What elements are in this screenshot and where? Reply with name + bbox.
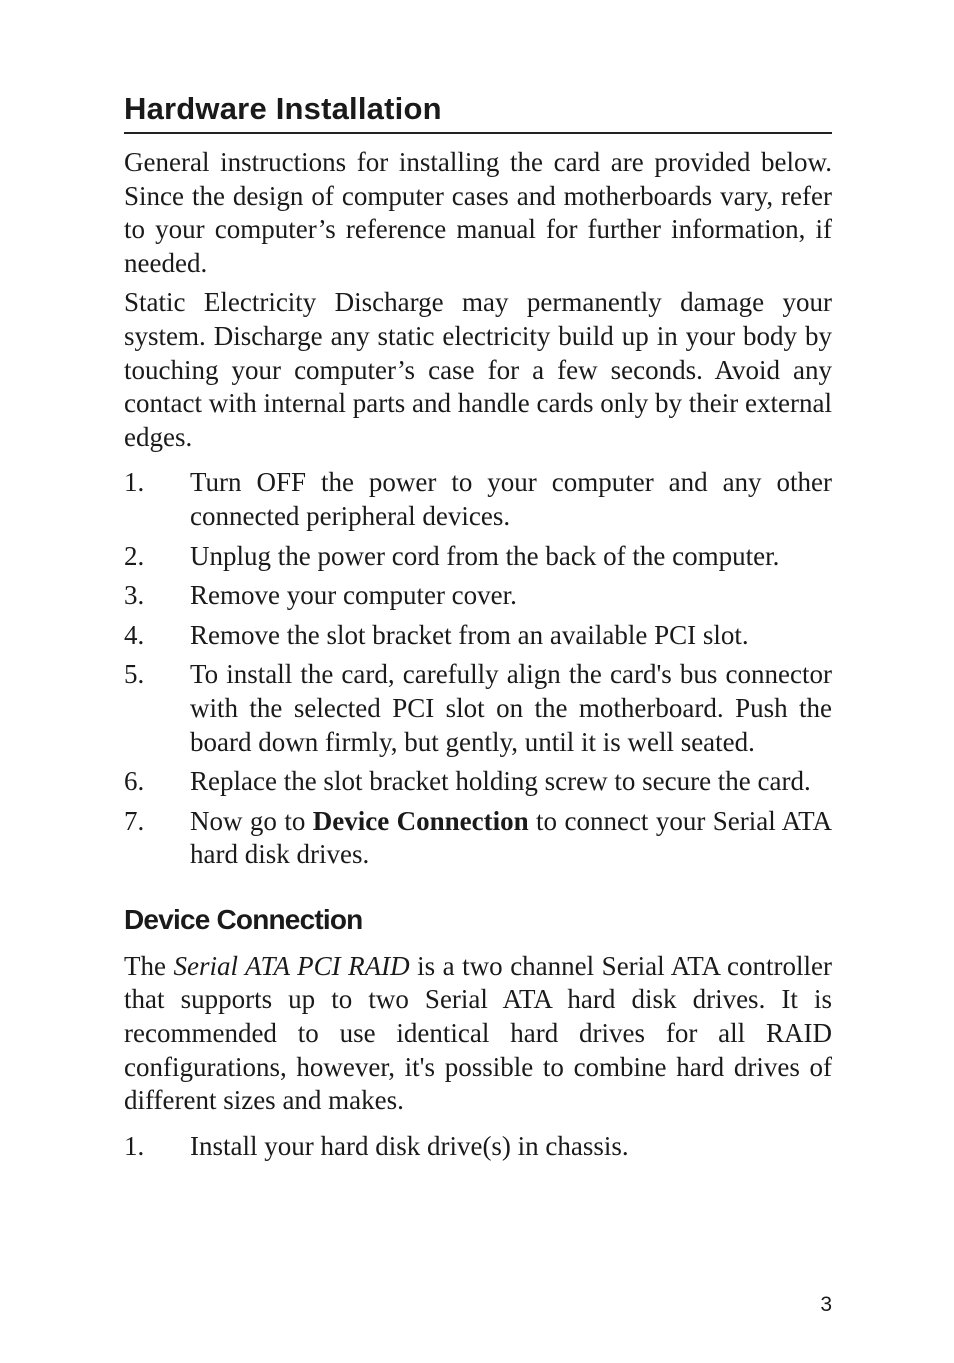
list-item bbox=[124, 466, 832, 533]
page-number: 3 bbox=[820, 1293, 832, 1316]
step-text-pre: Now go to bbox=[190, 805, 313, 836]
step-text-post: to connect your Serial ATA hard disk drives. bbox=[190, 805, 832, 870]
step-text: To install the card, carefully align the card's bus connector with the selected PCI slot on the motherboard. Push the board down firmly, but gently, until it is well seated. bbox=[190, 659, 832, 757]
step-text: Install your hard disk drive(s) in chassis. bbox=[190, 1130, 629, 1161]
device-connection-reference: Device Connection bbox=[312, 805, 529, 836]
step-text: Remove your computer cover. bbox=[190, 580, 517, 611]
device-steps-list bbox=[124, 1130, 832, 1164]
step-number: 5. bbox=[124, 659, 145, 690]
page-content bbox=[124, 88, 832, 1163]
section-heading: Hardware Installation bbox=[124, 88, 832, 134]
step-text: Turn OFF the power to your computer and any other connected peripheral devices. bbox=[190, 467, 832, 531]
intro-paragraph: General instructions for installing the card are provided below. Since the design of computer cases and motherboards vary, refer to your computer’s reference manual for further information, if needed. bbox=[124, 147, 832, 278]
static-warning-paragraph: Static Electricity Discharge may permanently damage your system. Discharge any static electricity build up in your body by touching your computer’s case for a few seconds. Avoid any contact with internal parts and handle cards only by their external edges. bbox=[124, 287, 832, 452]
step-number: 3. bbox=[124, 580, 145, 611]
step-text: Remove the slot bracket from an available PCI slot. bbox=[190, 619, 749, 650]
step-number: 6. bbox=[124, 766, 145, 797]
intro-post: is a two channel Serial ATA controller that supports up to two Serial ATA hard disk drives. It is recommended to use identical hard drives for all RAID configurations, however, it's possible to combine hard drives of different sizes and makes. bbox=[124, 950, 833, 1116]
list-item bbox=[124, 805, 832, 872]
list-item bbox=[124, 658, 832, 759]
list-item bbox=[124, 1130, 832, 1164]
step-number: 7. bbox=[124, 805, 145, 836]
subsection-heading: Device Connection bbox=[124, 903, 363, 935]
list-item bbox=[124, 540, 832, 574]
list-item bbox=[124, 619, 832, 653]
step-text: Unplug the power cord from the back of the computer. bbox=[190, 540, 780, 571]
install-steps-list bbox=[124, 466, 832, 872]
step-number: 1. bbox=[124, 1130, 145, 1161]
intro-pre: The bbox=[124, 950, 174, 981]
step-number: 1. bbox=[124, 467, 145, 498]
step-number: 4. bbox=[124, 619, 145, 650]
list-item bbox=[124, 765, 832, 799]
device-intro-paragraph bbox=[124, 950, 832, 1118]
list-item bbox=[124, 579, 832, 613]
product-name: Serial ATA PCI RAID bbox=[173, 950, 410, 981]
step-number: 2. bbox=[124, 540, 145, 571]
step-text: Replace the slot bracket holding screw to secure the card. bbox=[190, 766, 811, 797]
